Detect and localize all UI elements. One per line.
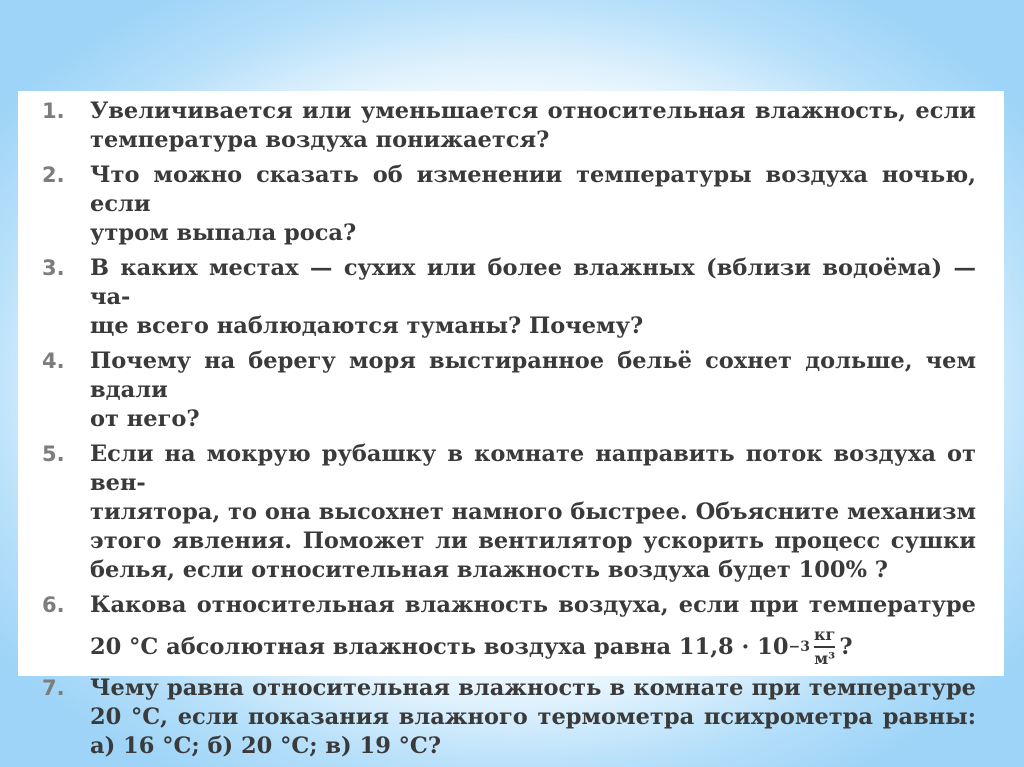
unit-fraction — [814, 626, 835, 668]
formula-line — [90, 626, 976, 668]
question-6 — [42, 591, 976, 668]
question-number: 3. — [42, 256, 65, 280]
formula-suffix: ? — [839, 633, 853, 660]
question-line: белья, если относительная влажность воздуха будет 100% ? — [90, 557, 888, 583]
question-line: Чему равна относительная влажность в комнате при температуре — [90, 675, 976, 701]
question-2 — [42, 161, 976, 248]
fraction-bar — [814, 646, 835, 648]
question-number: 2. — [42, 163, 65, 187]
question-line: Какова относительная влажность воздуха, если при температуре — [90, 592, 976, 618]
question-1 — [42, 97, 976, 155]
fraction-numerator: кг — [813, 625, 836, 644]
question-4 — [42, 347, 976, 434]
question-line: ще всего наблюдаются туманы? Почему? — [90, 313, 644, 339]
question-number: 6. — [42, 593, 65, 617]
question-number: 7. — [42, 676, 65, 700]
questions-card — [18, 91, 1004, 759]
question-line: а) 16 °С; б) 20 °С; в) 19 °С? — [90, 733, 442, 759]
question-line: тилятора, то она высохнет намного быстрее. Объясните механизм — [90, 499, 976, 525]
question-line: от него? — [90, 406, 200, 432]
question-number: 4. — [42, 349, 65, 373]
question-3 — [42, 254, 976, 341]
formula-prefix: 20 °С абсолютная влажность воздуха равна 11,8 · 10 — [90, 633, 789, 660]
question-5 — [42, 440, 976, 585]
question-7 — [42, 674, 976, 761]
formula-exponent: −3 — [788, 638, 810, 655]
question-line: Если на мокрую рубашку в комнате направить поток воздуха от вен- — [90, 441, 976, 496]
fraction-denominator: м³ — [814, 649, 836, 668]
question-line: этого явления. Поможет ли вентилятор ускорить процесс сушки — [90, 528, 976, 554]
question-line: Почему на берегу моря выстиранное бельё сохнет дольше, чем вдали — [90, 348, 976, 403]
question-line: Что можно сказать об изменении температуры воздуха ночью, если — [90, 162, 976, 217]
question-line: утром выпала роса? — [90, 220, 357, 246]
question-line: В каких местах — сухих или более влажных (вблизи водоёма) — ча- — [90, 255, 976, 310]
question-number: 5. — [42, 442, 65, 466]
question-line: 20 °С, если показания влажного термометра психрометра равны: — [90, 704, 976, 730]
question-line: температура воздуха понижается? — [90, 127, 550, 153]
question-number: 1. — [42, 99, 65, 123]
question-line: Увеличивается или уменьшается относительная влажность, если — [90, 98, 976, 124]
